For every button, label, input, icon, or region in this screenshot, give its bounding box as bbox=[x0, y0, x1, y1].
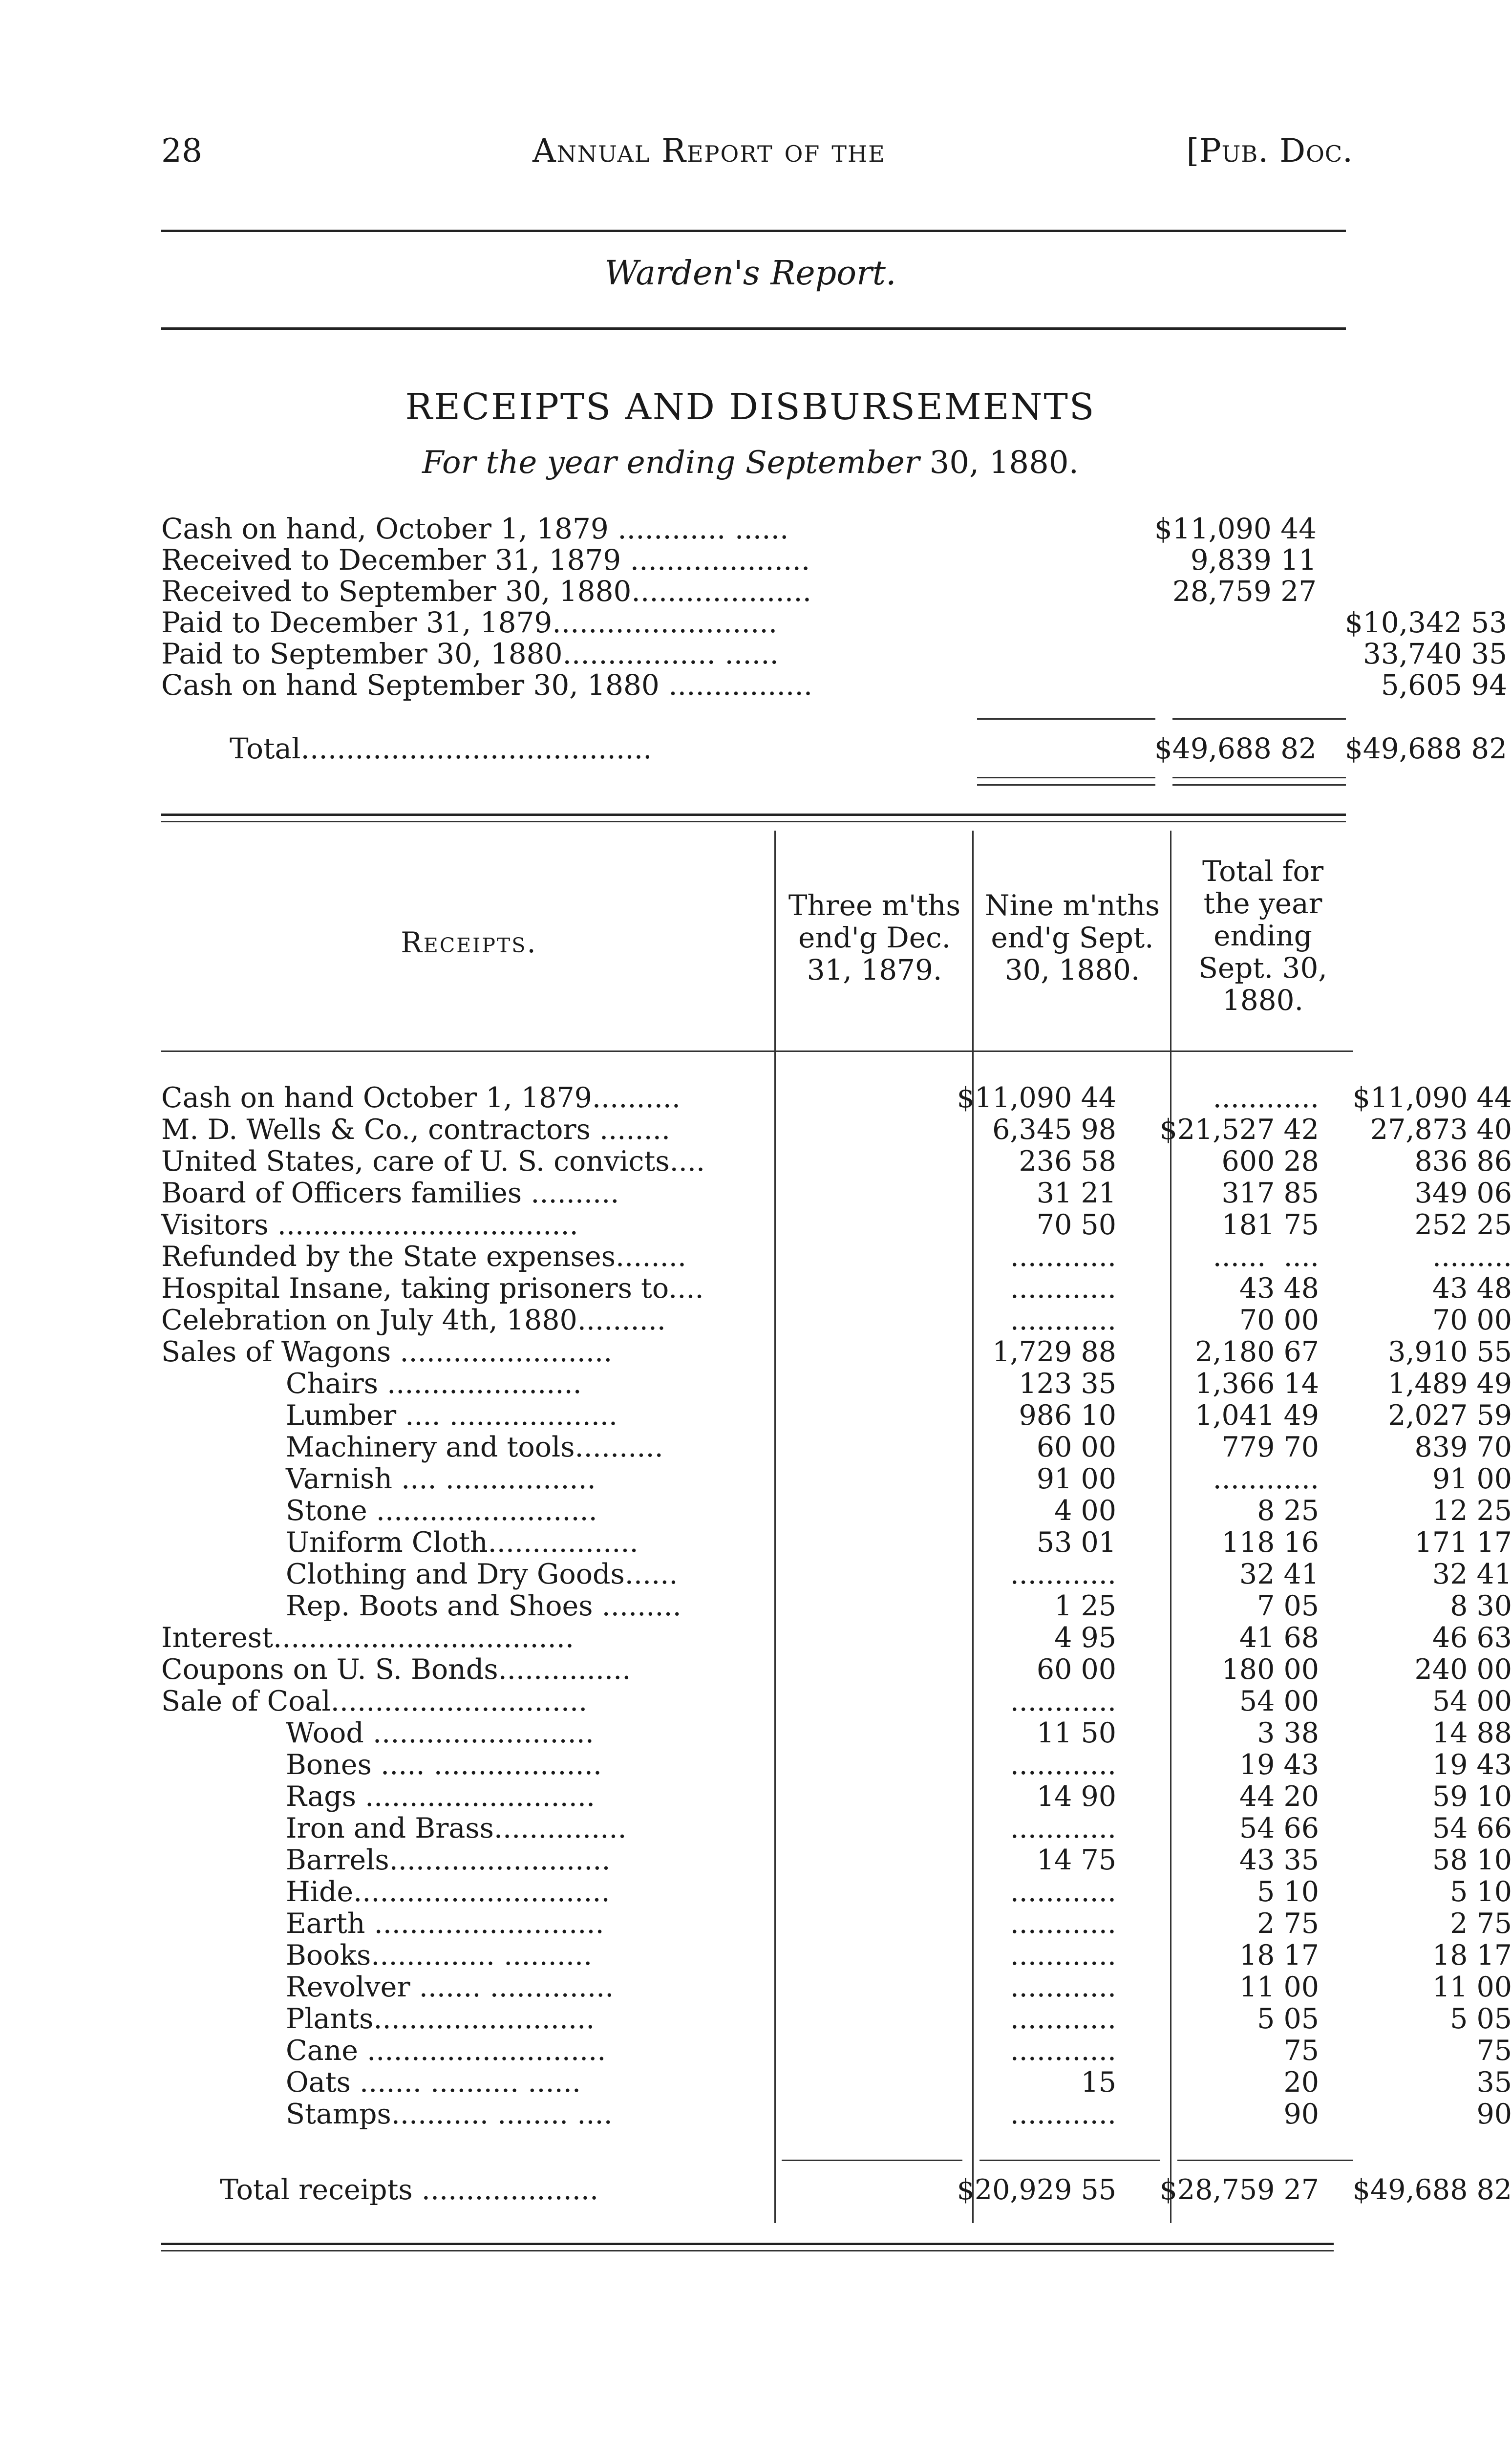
col3-header-line: 1880. bbox=[1222, 984, 1304, 1017]
table-row bbox=[161, 1495, 1512, 1527]
row-label: Board of Officers families .......... bbox=[161, 1177, 619, 1209]
row-col2-text: 20 bbox=[1283, 2066, 1319, 2099]
table-row bbox=[161, 1241, 1512, 1273]
row-col3-text: $11,090 44 bbox=[1352, 1082, 1512, 1114]
row-label: Bones ..... ................... bbox=[286, 1749, 602, 1781]
header-rule bbox=[161, 230, 1346, 232]
running-title: Annual Report of the bbox=[532, 132, 886, 170]
row-col3-text: 2 75 bbox=[1450, 1907, 1512, 1940]
total-rule-3 bbox=[1177, 2160, 1353, 2161]
summary-row bbox=[161, 576, 1346, 607]
row-label: Uniform Cloth................. bbox=[286, 1526, 639, 1559]
row-col3-text: 90 bbox=[1476, 2098, 1512, 2130]
row-label: Refunded by the State expenses........ bbox=[161, 1241, 686, 1273]
page-header bbox=[161, 132, 1353, 186]
row-col2-text: 118 16 bbox=[1221, 1526, 1319, 1559]
row-col3-value bbox=[1158, 1463, 1512, 1495]
table-top-rule-a bbox=[161, 814, 1346, 816]
row-col3-value bbox=[1158, 1527, 1512, 1559]
row-col2-text: $21,527 42 bbox=[1159, 1114, 1319, 1146]
row-col1-text: ............ bbox=[1010, 2035, 1116, 2067]
row-col3-value bbox=[1158, 1400, 1512, 1432]
row-col3-value bbox=[1158, 2035, 1512, 2067]
table-row bbox=[161, 2098, 1512, 2130]
row-col3-value bbox=[1158, 1876, 1512, 1908]
row-col1-text: ............ bbox=[1010, 1971, 1116, 2003]
col2-header-line: 30, 1880. bbox=[1004, 953, 1140, 986]
row-col2-text: ............ bbox=[1213, 1463, 1319, 1495]
col1-header bbox=[777, 889, 972, 986]
row-col2-text: 7 05 bbox=[1257, 1590, 1319, 1622]
row-col1-text: 91 00 bbox=[1036, 1463, 1116, 1495]
year-line-prefix: For the year ending September bbox=[422, 445, 920, 481]
row-col1-text: ............ bbox=[1010, 1749, 1116, 1781]
row-col3-text: 240 00 bbox=[1414, 1653, 1512, 1686]
summary-double-rule-1b bbox=[977, 784, 1155, 786]
row-col3-value bbox=[1158, 1209, 1512, 1241]
row-col2-text: 32 41 bbox=[1239, 1558, 1319, 1590]
row-col1-text: 123 35 bbox=[1019, 1368, 1116, 1400]
summary-amount-2: 33,740 35 bbox=[1363, 637, 1507, 670]
row-col1-text: ............ bbox=[1010, 1272, 1116, 1305]
row-col1-text: 14 90 bbox=[1036, 1780, 1116, 1813]
row-col3-text: 349 06 bbox=[1414, 1177, 1512, 1209]
table-row bbox=[161, 1876, 1512, 1908]
row-label: Hospital Insane, taking prisoners to.... bbox=[161, 1272, 704, 1305]
table-row bbox=[161, 1209, 1512, 1241]
row-col3-text: 32 41 bbox=[1432, 1558, 1512, 1590]
row-col2-text: 54 00 bbox=[1239, 1685, 1319, 1717]
row-col3-value bbox=[1158, 2067, 1512, 2099]
table-row bbox=[161, 1526, 1512, 1559]
table-row bbox=[161, 2003, 1512, 2035]
row-col1-text: 6,345 98 bbox=[992, 1114, 1116, 1146]
row-label: Stamps........... ........ .... bbox=[286, 2098, 613, 2130]
row-label: Books.............. .......... bbox=[286, 1939, 593, 1972]
row-label: Machinery and tools.......... bbox=[286, 1431, 663, 1463]
row-col1-text: ............ bbox=[1010, 2098, 1116, 2130]
row-col1-text: 53 01 bbox=[1036, 1526, 1116, 1559]
row-col2-text: 70 00 bbox=[1239, 1304, 1319, 1336]
summary-row bbox=[161, 668, 1507, 702]
row-col3-value bbox=[1158, 1559, 1512, 1590]
row-col3-value bbox=[1158, 1114, 1512, 1146]
col3-header-line: Total for bbox=[1202, 855, 1324, 888]
summary-total-amount-1: $49,688 82 bbox=[1154, 732, 1317, 765]
col2-header bbox=[975, 889, 1170, 986]
row-label: Interest.................................. bbox=[161, 1622, 575, 1654]
row-col3-text: 54 00 bbox=[1432, 1685, 1512, 1717]
summary-total-label: Total....................................... bbox=[230, 732, 652, 765]
row-col3-text: 54 66 bbox=[1432, 1812, 1512, 1844]
row-col1-text: ............ bbox=[1010, 1685, 1116, 1717]
row-col2-text: 600 28 bbox=[1221, 1145, 1319, 1178]
row-col3-value bbox=[1158, 1972, 1512, 2003]
row-col1-text: 70 50 bbox=[1036, 1209, 1116, 1241]
table-row bbox=[161, 2066, 1512, 2099]
header-bottom-rule bbox=[161, 1050, 1353, 1052]
row-label: Lumber .... ................... bbox=[286, 1399, 618, 1432]
row-col3-value bbox=[1158, 1686, 1512, 1717]
row-col1-text: 60 00 bbox=[1036, 1431, 1116, 1463]
table-row bbox=[161, 1653, 1512, 1686]
row-col1-text: 31 21 bbox=[1036, 1177, 1116, 1209]
table-row bbox=[161, 1304, 1512, 1336]
row-label: Rags .......................... bbox=[286, 1780, 596, 1813]
row-col2-text: 19 43 bbox=[1239, 1749, 1319, 1781]
table-row bbox=[161, 1082, 1512, 1114]
row-col2-text: ...... .... bbox=[1213, 1241, 1319, 1273]
row-col1-text: 60 00 bbox=[1036, 1653, 1116, 1686]
row-col3-value bbox=[1158, 1622, 1512, 1654]
pub-doc-label: [Pub. Doc. bbox=[1186, 132, 1353, 170]
total-receipts-label: Total receipts .................... bbox=[220, 2174, 599, 2206]
row-col2-text: 8 25 bbox=[1257, 1495, 1319, 1527]
table-row bbox=[161, 1717, 1512, 1749]
row-col3-value bbox=[1158, 1844, 1512, 1876]
page-number: 28 bbox=[161, 132, 202, 170]
row-col3-value bbox=[1158, 1305, 1512, 1336]
total-receipts-col2: $28,759 27 bbox=[1159, 2174, 1319, 2206]
row-col3-value bbox=[1158, 2003, 1512, 2035]
col3-header bbox=[1172, 855, 1353, 1016]
table-row bbox=[161, 1336, 1512, 1368]
col3-header-line: ending bbox=[1214, 919, 1312, 952]
row-col2-text: 2,180 67 bbox=[1195, 1336, 1319, 1368]
total-receipts-col3: $49,688 82 bbox=[1352, 2174, 1512, 2206]
row-col3-value bbox=[1158, 1082, 1512, 1114]
row-label: Varnish .... ................. bbox=[286, 1463, 596, 1495]
summary-label: Paid to September 30, 1880................. ...... bbox=[161, 637, 779, 670]
summary-label: Paid to December 31, 1879......................... bbox=[161, 606, 778, 639]
summary-label: Received to September 30, 1880.................... bbox=[161, 575, 812, 608]
row-col3-text: 43 48 bbox=[1432, 1272, 1512, 1305]
year-line-suffix: 30, 1880. bbox=[929, 445, 1079, 481]
total-receipts-row bbox=[161, 2174, 1512, 2206]
table-row bbox=[161, 1114, 1512, 1146]
table-row bbox=[161, 1685, 1512, 1717]
row-col3-text: 59 10 bbox=[1432, 1780, 1512, 1813]
report-title: RECEIPTS AND DISBURSEMENTS bbox=[405, 386, 1096, 428]
row-col3-value bbox=[1158, 1432, 1512, 1463]
summary-double-rule-2a bbox=[1172, 777, 1346, 778]
row-label: Visitors .................................. bbox=[161, 1209, 578, 1241]
row-col1-text: $11,090 44 bbox=[957, 1082, 1116, 1114]
table-row bbox=[161, 1939, 1512, 1972]
summary-row bbox=[161, 513, 1346, 544]
row-label: Cane ........................... bbox=[286, 2035, 606, 2067]
row-col3-text: 5 10 bbox=[1450, 1876, 1512, 1908]
table-row bbox=[161, 2035, 1512, 2067]
row-col2-text: 779 70 bbox=[1221, 1431, 1319, 1463]
row-col1-text: ............ bbox=[1010, 1939, 1116, 1972]
total-rule-2 bbox=[980, 2160, 1160, 2161]
row-col1-text: 4 00 bbox=[1054, 1495, 1116, 1527]
row-col3-value bbox=[1158, 1146, 1512, 1178]
row-col2-text: 317 85 bbox=[1221, 1177, 1319, 1209]
row-col1-text: 236 58 bbox=[1019, 1145, 1116, 1178]
row-col3-value bbox=[1158, 1654, 1512, 1686]
col3-header-line: Sept. 30, bbox=[1198, 951, 1327, 985]
row-label: Oats ....... .......... ...... bbox=[286, 2066, 581, 2099]
row-col3-text: 46 63 bbox=[1432, 1622, 1512, 1654]
row-label: Plants......................... bbox=[286, 2003, 595, 2035]
row-label: Coupons on U. S. Bonds............... bbox=[161, 1653, 631, 1686]
row-label: Wood ......................... bbox=[286, 1717, 594, 1749]
row-col3-value bbox=[1158, 1908, 1512, 1940]
summary-amount-2: $10,342 53 bbox=[1344, 606, 1507, 639]
row-col2-text: 41 68 bbox=[1239, 1622, 1319, 1654]
total-rule-1 bbox=[782, 2160, 962, 2161]
row-col2-text: 44 20 bbox=[1239, 1780, 1319, 1813]
row-col1-text: 15 bbox=[1081, 2066, 1116, 2099]
row-label: Rep. Boots and Shoes ......... bbox=[286, 1590, 681, 1622]
table-top-rule-b bbox=[161, 821, 1346, 822]
row-label: Earth .......................... bbox=[286, 1907, 604, 1940]
row-label: Stone ......................... bbox=[286, 1495, 597, 1527]
row-col3-value bbox=[1158, 1940, 1512, 1972]
summary-amount-1: 28,759 27 bbox=[1172, 575, 1317, 608]
row-col3-value bbox=[1158, 1781, 1512, 1813]
row-col3-text: 8 30 bbox=[1450, 1590, 1512, 1622]
row-col2-text: 180 00 bbox=[1221, 1653, 1319, 1686]
row-col3-value bbox=[1158, 1590, 1512, 1622]
row-col2-text: 181 75 bbox=[1221, 1209, 1319, 1241]
col1-header-line: Three m'ths bbox=[788, 889, 961, 922]
row-col1-text: ............ bbox=[1010, 1907, 1116, 1940]
row-label: Sales of Wagons ........................ bbox=[161, 1336, 613, 1368]
row-label: Sale of Coal............................. bbox=[161, 1685, 588, 1717]
row-col3-value bbox=[1158, 1336, 1512, 1368]
summary-total-rule-1 bbox=[977, 718, 1155, 720]
row-label: Barrels......................... bbox=[286, 1844, 611, 1876]
table-row bbox=[161, 1368, 1512, 1400]
row-col3-text: ......... bbox=[1432, 1241, 1512, 1273]
row-col3-text: 18 17 bbox=[1432, 1939, 1512, 1972]
row-col3-text: 14 88 bbox=[1432, 1717, 1512, 1749]
row-col3-value bbox=[1158, 2099, 1512, 2130]
table-row bbox=[161, 1812, 1512, 1844]
row-label: Cash on hand October 1, 1879.......... bbox=[161, 1082, 681, 1114]
row-col3-value bbox=[1158, 1717, 1512, 1749]
row-col3-text: 12 25 bbox=[1432, 1495, 1512, 1527]
row-col3-text: 70 00 bbox=[1432, 1304, 1512, 1336]
row-col3-text: 252 25 bbox=[1414, 1209, 1512, 1241]
row-col2-text: 75 bbox=[1283, 2035, 1319, 2067]
row-col2-text: 1,041 49 bbox=[1195, 1399, 1319, 1432]
summary-label: Cash on hand, October 1, 1879 ............ ...... bbox=[161, 512, 789, 545]
row-col1-text: ............ bbox=[1010, 2003, 1116, 2035]
row-col3-value bbox=[1158, 1368, 1512, 1400]
row-col2-text: 54 66 bbox=[1239, 1812, 1319, 1844]
summary-double-rule-1a bbox=[977, 777, 1155, 778]
total-receipts-col1: $20,929 55 bbox=[957, 2174, 1116, 2206]
row-col2-text: 3 38 bbox=[1257, 1717, 1319, 1749]
summary-total-rule-2 bbox=[1172, 718, 1346, 720]
row-col3-text: 19 43 bbox=[1432, 1749, 1512, 1781]
col1-header-line: 31, 1879. bbox=[807, 953, 942, 986]
row-col1-text: ............ bbox=[1010, 1558, 1116, 1590]
summary-row bbox=[161, 606, 1507, 639]
table-row bbox=[161, 1463, 1512, 1495]
row-col3-text: 836 86 bbox=[1414, 1145, 1512, 1178]
row-col2-text: 43 48 bbox=[1239, 1272, 1319, 1305]
table-row bbox=[161, 1971, 1512, 2003]
table-row bbox=[161, 1558, 1512, 1590]
row-col2-text: 5 10 bbox=[1257, 1876, 1319, 1908]
table-row bbox=[161, 1145, 1512, 1178]
row-col3-value bbox=[1158, 1241, 1512, 1273]
row-col1-text: ............ bbox=[1010, 1241, 1116, 1273]
col2-header-line: end'g Sept. bbox=[991, 921, 1154, 954]
row-col3-text: 2,027 59 bbox=[1388, 1399, 1512, 1432]
table-row bbox=[161, 1399, 1512, 1432]
row-label: United States, care of U. S. convicts.... bbox=[161, 1145, 705, 1178]
row-col3-text: 171 17 bbox=[1414, 1526, 1512, 1559]
row-col3-text: 27,873 40 bbox=[1370, 1114, 1512, 1146]
row-col2-text: 90 bbox=[1283, 2098, 1319, 2130]
table-row bbox=[161, 1780, 1512, 1813]
row-col1-text: 1 25 bbox=[1054, 1590, 1116, 1622]
row-col3-value bbox=[1158, 1749, 1512, 1781]
row-col2-text: ............ bbox=[1213, 1082, 1319, 1114]
row-col3-text: 3,910 55 bbox=[1388, 1336, 1512, 1368]
row-label: Celebration on July 4th, 1880.......... bbox=[161, 1304, 666, 1336]
summary-total-amount-2: $49,688 82 bbox=[1344, 732, 1507, 765]
receipts-heading: Receipts. bbox=[401, 926, 537, 959]
row-col3-text: 75 bbox=[1476, 2035, 1512, 2067]
summary-row bbox=[161, 637, 1507, 670]
table-row bbox=[161, 1590, 1512, 1622]
summary-amount-1: 9,839 11 bbox=[1190, 543, 1317, 577]
summary-double-rule-2b bbox=[1172, 784, 1346, 786]
row-col3-text: 1,489 49 bbox=[1388, 1368, 1512, 1400]
row-col1-text: 11 50 bbox=[1036, 1717, 1116, 1749]
table-row bbox=[161, 1272, 1512, 1305]
footer-rule-b bbox=[161, 2250, 1334, 2251]
row-col2-text: 5 05 bbox=[1257, 2003, 1319, 2035]
col1-header-line: end'g Dec. bbox=[798, 921, 951, 954]
row-col3-value bbox=[1158, 1495, 1512, 1527]
row-col3-text: 11 00 bbox=[1432, 1971, 1512, 2003]
section-subtitle: Warden's Report. bbox=[604, 254, 896, 293]
table-row bbox=[161, 1907, 1512, 1940]
row-label: Iron and Brass............... bbox=[286, 1812, 627, 1844]
footer-rule-a bbox=[161, 2243, 1334, 2245]
col2-header-line: Nine m'nths bbox=[984, 889, 1160, 922]
summary-label: Received to December 31, 1879 .................... bbox=[161, 543, 810, 577]
year-line bbox=[0, 445, 1501, 481]
row-col1-text: 14 75 bbox=[1036, 1844, 1116, 1876]
row-label: Clothing and Dry Goods...... bbox=[286, 1558, 678, 1590]
row-col2-text: 18 17 bbox=[1239, 1939, 1319, 1972]
table-row bbox=[161, 1844, 1512, 1876]
col3-header-line: the year bbox=[1203, 887, 1322, 920]
row-col3-value bbox=[1158, 1178, 1512, 1209]
row-col2-text: 11 00 bbox=[1239, 1971, 1319, 2003]
summary-row bbox=[161, 544, 1346, 576]
row-col3-text: 839 70 bbox=[1414, 1431, 1512, 1463]
row-col3-value bbox=[1158, 1813, 1512, 1844]
row-col1-text: 986 10 bbox=[1019, 1399, 1116, 1432]
row-label: Chairs ...................... bbox=[286, 1368, 582, 1400]
row-col1-text: ............ bbox=[1010, 1304, 1116, 1336]
summary-total-row bbox=[161, 732, 1507, 765]
subtitle-rule bbox=[161, 327, 1346, 330]
row-col3-text: 35 bbox=[1476, 2066, 1512, 2099]
summary-amount-2: 5,605 94 bbox=[1381, 668, 1507, 702]
row-col1-text: ............ bbox=[1010, 1812, 1116, 1844]
summary-label: Cash on hand September 30, 1880 ................ bbox=[161, 668, 813, 702]
table-row bbox=[161, 1622, 1512, 1654]
summary-amount-1: $11,090 44 bbox=[1154, 512, 1317, 545]
table-row bbox=[161, 1431, 1512, 1463]
row-col3-text: 91 00 bbox=[1432, 1463, 1512, 1495]
row-col3-text: 5 05 bbox=[1450, 2003, 1512, 2035]
row-col1-text: 1,729 88 bbox=[992, 1336, 1116, 1368]
row-label: Hide............................. bbox=[286, 1876, 610, 1908]
row-col2-text: 43 35 bbox=[1239, 1844, 1319, 1876]
row-col1-text: 4 95 bbox=[1054, 1622, 1116, 1654]
table-row bbox=[161, 1177, 1512, 1209]
row-label: M. D. Wells & Co., contractors ........ bbox=[161, 1114, 670, 1146]
row-col3-text: 58 10 bbox=[1432, 1844, 1512, 1876]
row-label: Revolver ....... .............. bbox=[286, 1971, 614, 2003]
row-col2-text: 2 75 bbox=[1257, 1907, 1319, 1940]
row-col1-text: ............ bbox=[1010, 1876, 1116, 1908]
row-col3-value bbox=[1158, 1273, 1512, 1305]
row-col2-text: 1,366 14 bbox=[1195, 1368, 1319, 1400]
table-row bbox=[161, 1749, 1512, 1781]
